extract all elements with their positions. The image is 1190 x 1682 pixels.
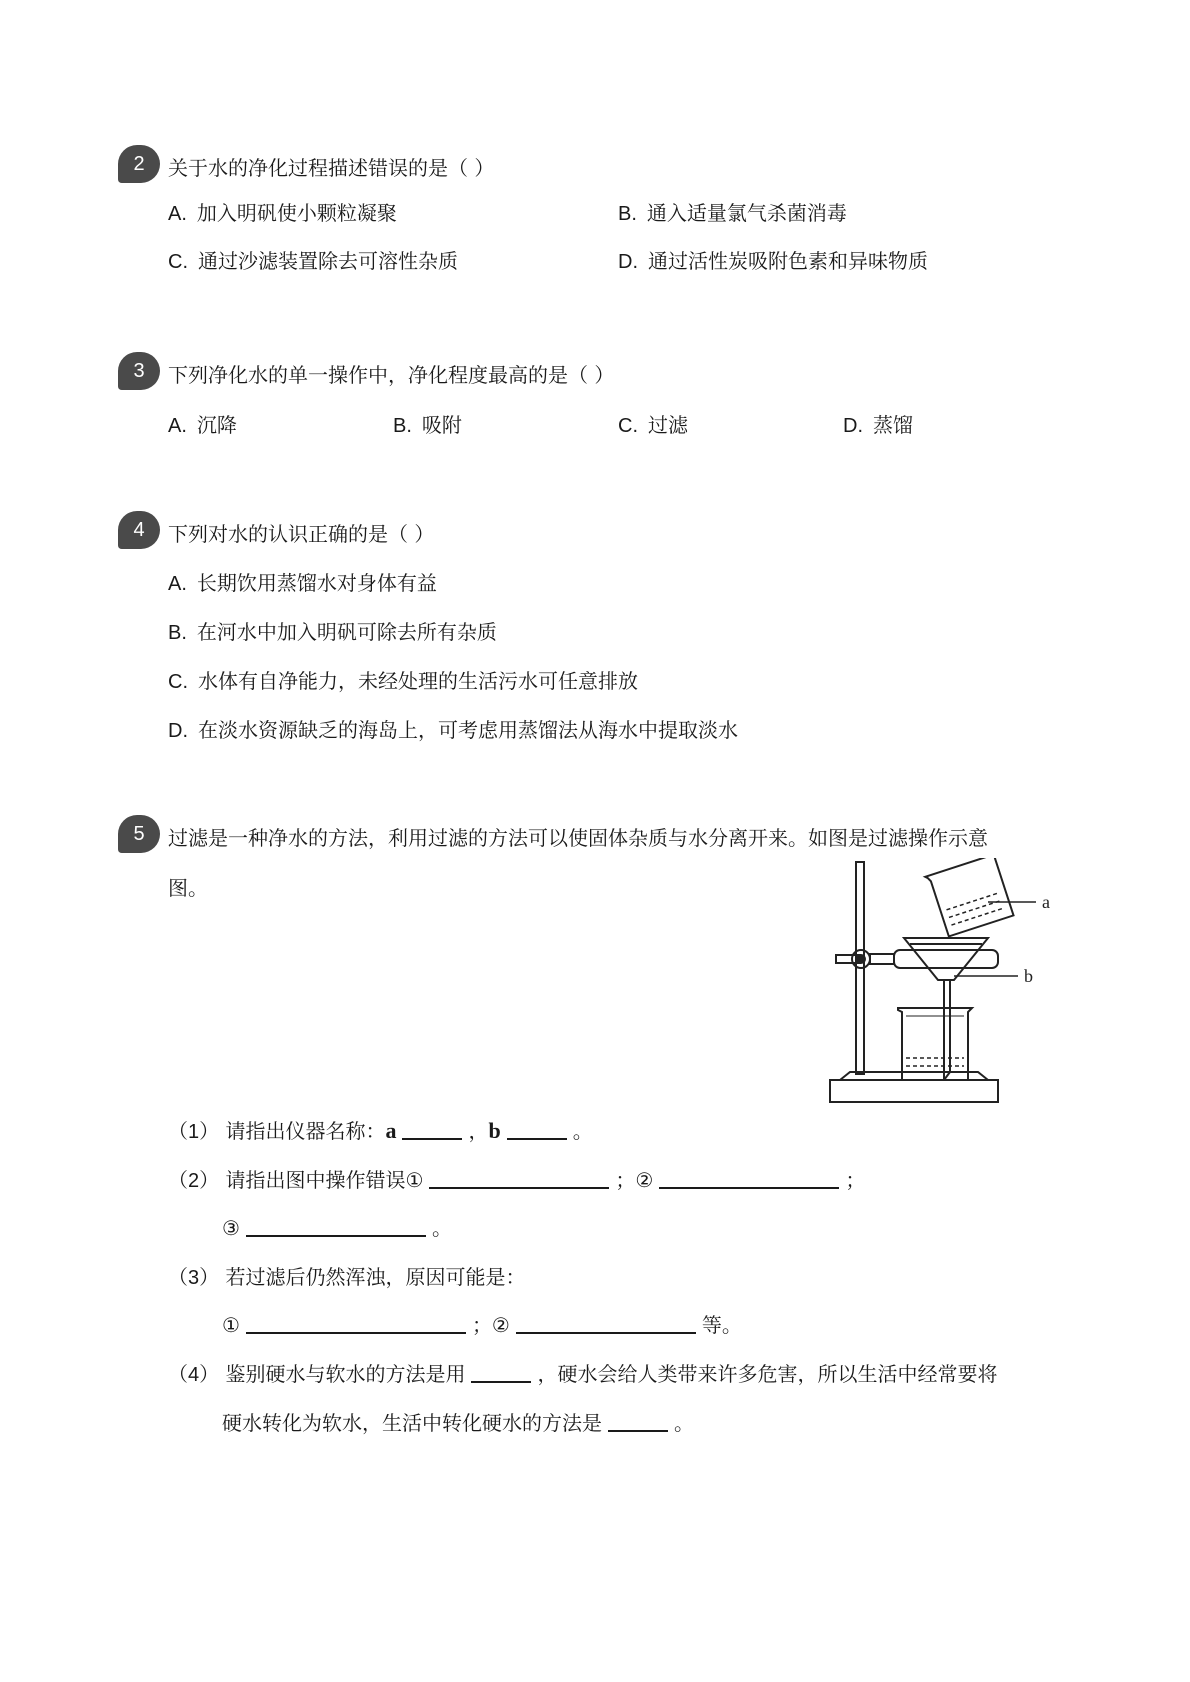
- option-d[interactable]: [618, 248, 928, 275]
- option-text: 通入适量氯气杀菌消毒: [646, 201, 847, 225]
- subquestion-index: （3）: [168, 1267, 220, 1289]
- answer-blank-reason-1[interactable]: [246, 1312, 466, 1334]
- instrument-b-label: b: [488, 1118, 501, 1143]
- subquestion-2: [168, 1167, 865, 1194]
- option-text: 蒸馏: [873, 413, 913, 437]
- question-stem-line-2: 图。: [168, 876, 208, 900]
- option-letter: D.: [843, 415, 863, 437]
- pouring-beaker: [925, 858, 1017, 938]
- question-stem-line-1: 过滤是一种净水的方法，利用过滤的方法可以使固体杂质与水分离开来。如图是过滤操作示意: [168, 826, 988, 850]
- receiving-beaker: [898, 1008, 972, 1080]
- answer-blank-b[interactable]: [507, 1118, 567, 1140]
- terminator: 等。: [701, 1313, 742, 1337]
- option-letter: B.: [618, 203, 637, 225]
- separator: ，: [468, 1119, 489, 1143]
- option-letter: A.: [168, 203, 187, 225]
- question-stem: 下列净化水的单一操作中，净化程度最高的是（ ）: [168, 363, 615, 387]
- answer-blank-a[interactable]: [402, 1118, 462, 1140]
- answer-blank-error-3[interactable]: [246, 1215, 426, 1237]
- funnel-ring: [894, 950, 998, 968]
- subquestion-text: 鉴别硬水与软水的方法是用: [225, 1362, 466, 1386]
- option-text: 通过活性炭吸附色素和异味物质: [648, 249, 928, 273]
- subquestion-4-line-2: [222, 1410, 694, 1436]
- option-b[interactable]: [618, 200, 847, 227]
- subquestion-3: [168, 1264, 525, 1291]
- separator: ；②: [471, 1313, 510, 1337]
- subquestion-4: [168, 1361, 997, 1388]
- option-a[interactable]: [168, 412, 237, 439]
- answer-blank-reason-2[interactable]: [516, 1312, 696, 1334]
- subquestion-index: （1）: [168, 1121, 220, 1143]
- stand-base: [830, 1080, 998, 1102]
- option-letter: C.: [168, 671, 188, 693]
- option-b[interactable]: [168, 619, 497, 646]
- option-text: 过滤: [648, 413, 688, 437]
- subquestion-index: （2）: [168, 1170, 220, 1192]
- option-text: 加入明矾使小颗粒凝聚: [196, 201, 397, 225]
- instrument-a-label: a: [385, 1118, 397, 1143]
- funnel-stem: [944, 980, 950, 1080]
- terminator: 。: [674, 1411, 694, 1435]
- option-letter: D.: [168, 720, 188, 742]
- subquestion-text: 请指出图中操作错误①: [225, 1168, 424, 1192]
- option-d[interactable]: [843, 412, 913, 439]
- option-c[interactable]: [618, 412, 688, 439]
- option-letter: C.: [168, 251, 188, 273]
- question-number-badge: 5: [118, 815, 160, 853]
- option-text: 在河水中加入明矾可除去所有杂质: [196, 620, 497, 644]
- terminator: 。: [572, 1119, 593, 1143]
- label-a: a: [1042, 892, 1050, 912]
- subquestion-text-continued: ，硬水会给人类带来许多危害，所以生活中经常要将: [537, 1362, 998, 1386]
- option-text: 水体有自净能力，未经处理的生活污水可任意排放: [198, 669, 638, 693]
- subquestion-2-line-2: [222, 1215, 452, 1241]
- subquestion-text-line-2: 硬水转化为软水，生活中转化硬水的方法是: [222, 1411, 602, 1435]
- subquestion-text: 请指出仪器名称：: [225, 1119, 386, 1143]
- answer-blank-error-1[interactable]: [429, 1167, 609, 1189]
- option-a[interactable]: [168, 200, 397, 227]
- subquestion-1: [168, 1118, 593, 1145]
- separator: ；②: [615, 1168, 654, 1192]
- clamp-arm: [870, 954, 894, 964]
- circled-number: ①: [222, 1313, 240, 1337]
- question-stem: 下列对水的认识正确的是（ ）: [168, 522, 435, 546]
- circled-number: ③: [222, 1216, 240, 1240]
- option-a[interactable]: [168, 570, 437, 597]
- option-text: 通过沙滤装置除去可溶性杂质: [198, 249, 458, 273]
- terminator: 。: [431, 1216, 452, 1240]
- option-text: 在淡水资源缺乏的海岛上，可考虑用蒸馏法从海水中提取淡水: [198, 718, 738, 742]
- question-number-badge: 4: [118, 511, 160, 549]
- option-c[interactable]: [168, 248, 458, 275]
- subquestion-3-line-2: [222, 1312, 742, 1338]
- option-letter: C.: [618, 415, 638, 437]
- answer-blank-error-2[interactable]: [659, 1167, 839, 1189]
- separator: ；: [845, 1168, 866, 1192]
- subquestion-text: 若过滤后仍然浑浊，原因可能是：: [225, 1265, 526, 1289]
- question-number-badge: 3: [118, 352, 160, 390]
- answer-blank-softening-method[interactable]: [608, 1410, 668, 1432]
- subquestion-index: （4）: [168, 1364, 220, 1386]
- filtration-apparatus-figure: [820, 858, 1090, 1106]
- option-letter: D.: [618, 251, 638, 273]
- label-b: b: [1024, 966, 1033, 986]
- option-d[interactable]: [168, 717, 738, 744]
- option-letter: A.: [168, 573, 187, 595]
- option-letter: B.: [393, 415, 412, 437]
- option-c[interactable]: [168, 668, 638, 695]
- answer-blank-identify-method[interactable]: [471, 1361, 531, 1383]
- option-letter: A.: [168, 415, 187, 437]
- option-letter: B.: [168, 622, 187, 644]
- clamp-boss-center: [857, 955, 865, 963]
- question-number-badge: 2: [118, 145, 160, 183]
- option-text: 长期饮用蒸馏水对身体有益: [196, 571, 437, 595]
- option-b[interactable]: [393, 412, 462, 439]
- option-text: 沉降: [196, 413, 237, 437]
- question-stem: 关于水的净化过程描述错误的是（ ）: [168, 156, 495, 180]
- option-text: 吸附: [421, 413, 462, 437]
